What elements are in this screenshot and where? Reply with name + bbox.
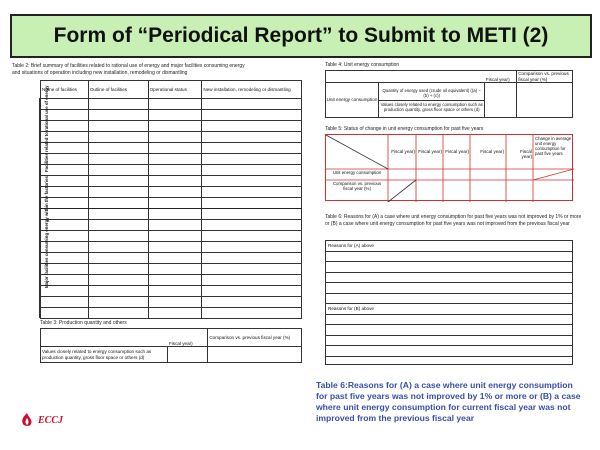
table2-row — [41, 176, 302, 187]
table3-row-label: Values closely related to energy consumption such as production quantity, gross floor space or others (d) — [41, 347, 168, 363]
table2-grid — [40, 98, 302, 319]
table6-line — [326, 294, 572, 305]
table4-caption: Table 4: Unit energy consumption — [325, 62, 400, 68]
table2-row — [41, 242, 302, 253]
table5-fiscal-header-4: Fiscal year) — [480, 149, 504, 154]
table2-cell — [202, 275, 302, 286]
table2-row — [41, 209, 302, 220]
table2-cell — [88, 242, 148, 253]
table2-cell — [148, 242, 202, 253]
table2-row — [41, 121, 302, 132]
table2-left-border — [39, 98, 40, 318]
table2-caption-line2: and situations of operation including new installation, remodeling or dismantling — [12, 70, 188, 76]
table6-line — [326, 336, 572, 347]
table4-denominator: Values closely related to energy consumption such as production quantity, gross floor space or others (d) — [380, 101, 483, 112]
table2-cell — [148, 253, 202, 264]
table6-line — [326, 252, 572, 263]
table2-row — [41, 264, 302, 275]
table2-cell — [88, 308, 148, 319]
table4-comparison-cell — [517, 83, 573, 118]
table2-row — [41, 99, 302, 110]
table2-row — [41, 165, 302, 176]
table6-line — [326, 262, 572, 273]
table6-line — [326, 346, 572, 357]
table2-cell — [88, 132, 148, 143]
table2-caption-line1: Table 2: Brief summary of facilities related to rational use of energy and major facilities consuming energy — [12, 63, 245, 69]
table3 — [40, 328, 302, 363]
table2-cell — [202, 121, 302, 132]
table3-caption: Table 3: Production quantity and others — [40, 320, 127, 326]
table2-cell — [202, 264, 302, 275]
table5-row-unit-energy: Unit energy consumption — [332, 170, 382, 175]
table2-cell — [202, 308, 302, 319]
table2-header-name: Name of facilities — [41, 81, 89, 99]
table2-row — [41, 286, 302, 297]
table2-cell — [148, 132, 202, 143]
table2-row — [41, 308, 302, 319]
table5-row-comparison: Comparison vs. previous fiscal year (%) — [332, 181, 382, 191]
table2-cell — [88, 154, 148, 165]
table2-cell — [202, 132, 302, 143]
table2-cell — [202, 209, 302, 220]
eccj-logo — [20, 412, 63, 428]
table2-cell — [202, 220, 302, 231]
table2-cell — [88, 176, 148, 187]
table4-row — [326, 83, 485, 118]
table6-line — [326, 315, 572, 326]
eccj-logo-text: ECCJ — [38, 414, 64, 426]
table5-fiscal-header-1: Fiscal year) — [391, 149, 415, 154]
table2-cell — [88, 297, 148, 308]
table5-fiscal-header-2: Fiscal year) — [418, 149, 442, 154]
table2-cell — [88, 187, 148, 198]
eccj-flame-icon — [20, 412, 34, 428]
table2-cell — [148, 286, 202, 297]
table2-cell — [148, 187, 202, 198]
table2-cell — [88, 198, 148, 209]
table6-caption: Table 6: Reasons for (A) a case where unit energy consumption for past five years was not improved by 1% or more or (B) a case where unit energy consumption for past five years was not improved from the previous fiscal year — [325, 214, 582, 227]
table2-cell — [148, 176, 202, 187]
table6-line — [326, 273, 572, 284]
table4-comparison-header: Comparison vs. previous fiscal year (%) — [517, 71, 573, 83]
table2-cell — [148, 143, 202, 154]
table2-cell — [88, 121, 148, 132]
table2-row — [41, 198, 302, 209]
table6 — [325, 240, 573, 365]
table2-row — [41, 132, 302, 143]
table4-row-label: Unit energy consumption — [326, 97, 378, 103]
table3-fiscal-cell — [168, 347, 208, 363]
table6-line — [326, 325, 572, 336]
table2-cell — [88, 264, 148, 275]
table2-cell — [88, 165, 148, 176]
table2-cell — [202, 110, 302, 121]
table2-cell — [148, 264, 202, 275]
table3-comparison-cell — [208, 347, 302, 363]
table2-header-status: Operational status — [148, 81, 202, 99]
table2-cell — [202, 99, 302, 110]
table2-cell — [148, 154, 202, 165]
table2-cell — [202, 253, 302, 264]
table2-cell — [202, 143, 302, 154]
table2-cell — [88, 143, 148, 154]
table2-cell — [202, 242, 302, 253]
table2-cell — [202, 176, 302, 187]
table2-group1-label: Facilities related to rational use of energy — [44, 85, 49, 172]
table2-group2-label: Major facilities consuming energy within the factories — [44, 176, 49, 288]
table2-cell — [148, 198, 202, 209]
table2-cell — [148, 220, 202, 231]
table2-cell — [88, 110, 148, 121]
table6-reason-b-label: Reasons for (B) above — [326, 304, 572, 315]
table2-row — [41, 275, 302, 286]
table4-numerator: Quantity of energy used (crude oil equivalent) ((a) − (b) + (c)) — [379, 87, 484, 101]
table4-fiscal-header: Fiscal year) — [485, 71, 517, 83]
title-banner — [10, 14, 592, 58]
table2-cell — [202, 297, 302, 308]
table2-cell — [88, 99, 148, 110]
table2-row — [41, 143, 302, 154]
table6-note: Table 6:Reasons for (A) a case where unit energy consumption for past five years was not improved by 1% or more or (B) a case where unit energy consumption for current fiscal year was not improved from the previous fiscal year — [316, 380, 581, 423]
table6-line — [326, 283, 572, 294]
table2-cell — [148, 165, 202, 176]
table2-cell — [88, 253, 148, 264]
table2-cell — [148, 308, 202, 319]
table2-row — [41, 253, 302, 264]
table3-fiscal-header: Fiscal year) — [168, 329, 208, 347]
table5-change-header: Change in average unit energy consumption for past five years — [535, 136, 572, 156]
table2-header-outline: Outline of facilities — [88, 81, 148, 99]
table2-cell — [88, 275, 148, 286]
table2-cell — [202, 165, 302, 176]
table2-cell — [148, 110, 202, 121]
table2-cell — [202, 154, 302, 165]
table2 — [40, 80, 302, 99]
table2-cell — [202, 198, 302, 209]
table2-cell — [148, 99, 202, 110]
table5-caption: Table 5: Status of change in unit energy consumption for past five years — [325, 126, 484, 132]
table2-row — [41, 297, 302, 308]
table4 — [325, 70, 573, 118]
table2-header-new: New installation, remodeling or dismantling — [202, 81, 302, 99]
table2-row — [41, 154, 302, 165]
table2-cell — [202, 187, 302, 198]
table2-cell — [148, 275, 202, 286]
table2-cell — [148, 209, 202, 220]
table6-reason-a-label: Reasons for (A) above — [326, 241, 572, 252]
table4-fiscal-cell — [485, 83, 517, 118]
table2-cell — [148, 121, 202, 132]
table2-row — [41, 110, 302, 121]
table2-cell — [148, 297, 202, 308]
table5-fiscal-header-3: Fiscal year) — [445, 149, 469, 154]
table2-row — [41, 187, 302, 198]
table2-cell — [148, 231, 202, 242]
table2-cell — [41, 308, 89, 319]
page-title: Form of “Periodical Report” to Submit to METI (2) — [53, 24, 549, 47]
table5-fiscal-header-5: Fiscal year) — [520, 149, 532, 159]
table2-cell — [88, 231, 148, 242]
table2-cell — [88, 209, 148, 220]
table2-row — [41, 231, 302, 242]
table2-cell — [202, 286, 302, 297]
table2-cell — [88, 220, 148, 231]
table2-cell — [88, 286, 148, 297]
table2-cell — [41, 297, 89, 308]
table5 — [325, 134, 573, 201]
table3-comparison-header: Comparison vs. previous fiscal year (%) — [208, 329, 302, 347]
table2-row — [41, 220, 302, 231]
table2-cell — [202, 231, 302, 242]
